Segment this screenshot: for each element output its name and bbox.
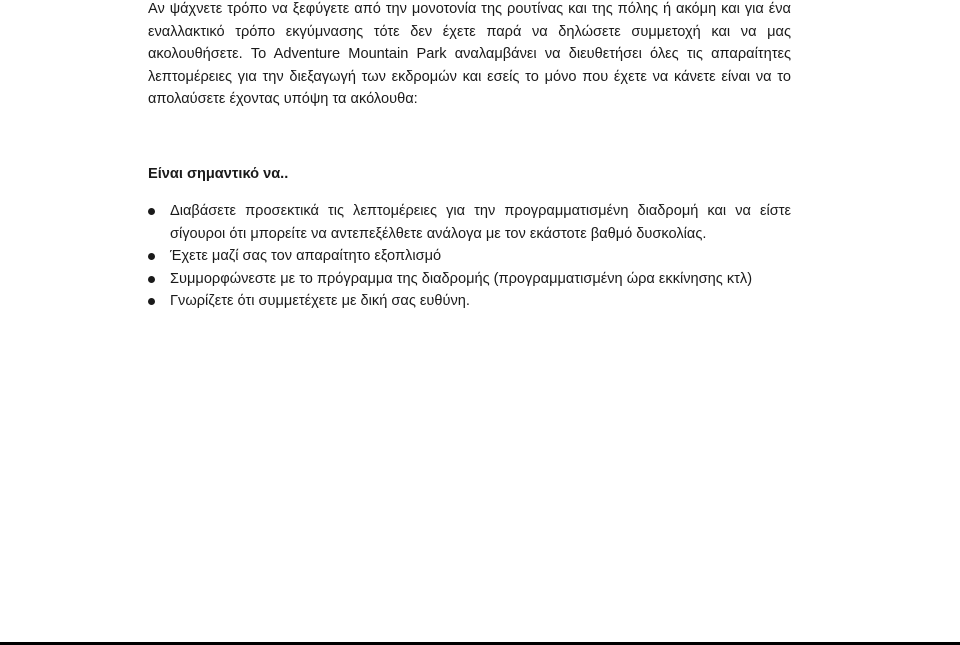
intro-paragraph <box>148 0 791 111</box>
bullet-dot-icon <box>148 276 155 283</box>
bullet-line: Συμμορφώνεστε με το πρόγραμμα της διαδρομής (προγραμματισμένη ώρα εκκίνησης κτλ) <box>170 270 753 287</box>
bullet-item <box>148 245 791 268</box>
bullet-item <box>148 290 791 313</box>
bullet-line: Έχετε μαζί σας τον απαραίτητο εξοπλισμό <box>170 248 442 264</box>
bullet-item <box>148 268 791 291</box>
bullet-dot-icon <box>148 253 155 260</box>
intro-line: ακολουθήσετε. To Adventure Mountain Park αναλαμβάνει να διευθετήσει όλες τις απαραίτητες <box>148 46 791 62</box>
intro-line: εναλλακτικό τρόπο εκγύμνασης τότε δεν έχετε παρά να δηλώσετε συμμετοχή και να μας <box>148 23 791 40</box>
bullet-dot-icon <box>148 208 155 215</box>
bullet-list <box>148 200 791 313</box>
bullet-line: σίγουροι ότι μπορείτε να αντεπεξέλθετε ανάλογα με τον εκάστοτε βαθμό δυσκολίας. <box>170 225 707 242</box>
bullet-line: Γνωρίζετε ότι συμμετέχετε με δική σας ευθύνη. <box>170 293 470 309</box>
bullet-item <box>148 200 791 245</box>
intro-line: λεπτομέρειες για την διεξαγωγή των εκδρομών και εσείς το μόνο που έχετε να κάνετε είναι να το <box>148 68 791 85</box>
bullet-line: Διαβάσετε προσεκτικά τις λεπτομέρειες για την προγραμματισμένη διαδρομή και να είστε <box>170 203 791 219</box>
intro-line: Αν ψάχνετε τρόπο να ξεφύγετε από την μονοτονία της ρουτίνας και της πόλης ή ακόμη και για ένα <box>148 1 791 17</box>
section-heading: Είναι σημαντικό να.. <box>148 166 289 182</box>
bullet-dot-icon <box>148 298 155 305</box>
intro-line: απολαύσετε έχοντας υπόψη τα ακόλουθα: <box>148 91 418 107</box>
